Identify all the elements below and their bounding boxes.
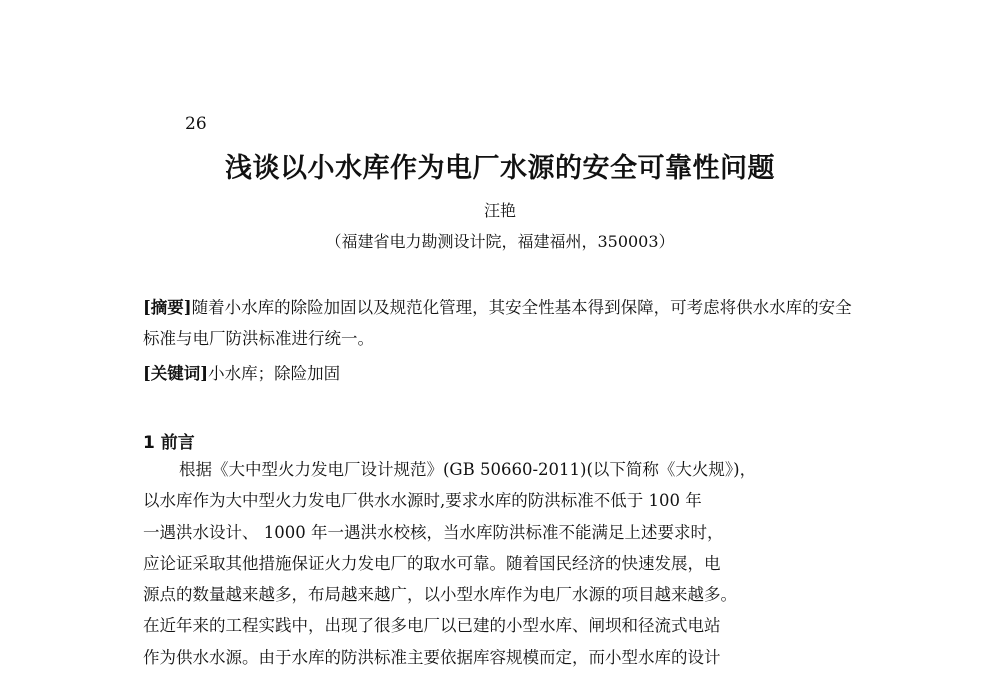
author: 汪艳 — [483, 201, 516, 220]
body-line: 作为供水水源。由于水库的防洪标准主要依据库容规模而定，而小型水库的设计 — [143, 647, 721, 667]
paper-title: 浅谈以小水库作为电厂水源的安全可靠性问题 — [225, 153, 775, 184]
affiliation: （福建省电力勘测设计院，福建福州，350003） — [325, 232, 675, 251]
abstract-text: 随着小水库的除险加固以及规范化管理，其安全性基本得到保障，可考虑将供水水库的安全标准与电厂防洪标准进行统一。 — [143, 298, 852, 348]
keywords-tag: [关键词] — [143, 364, 209, 383]
body-line: 根据《大中型火力发电厂设计规范》(GB 50660-2011)(以下简称《大火规》)， — [179, 460, 757, 479]
body-line: 以水库作为大中型火力发电厂供水水源时,要求水库的防洪标准不低于 100 年 — [143, 491, 702, 511]
section-body — [143, 454, 858, 673]
body-line: 在近年来的工程实践中，出现了很多电厂以已建的小型水库、闸坝和径流式电站 — [143, 616, 721, 636]
keywords-text: 小水库；除险加固 — [208, 364, 341, 383]
abstract-tag: [摘要] — [143, 298, 192, 317]
body-line: 应论证采取其他措施保证火力发电厂的取水可靠。随着国民经济的快速发展，电 — [143, 553, 721, 573]
abstract — [143, 292, 853, 354]
body-line: 源点的数量越来越多，布局越来越广，以小型水库作为电厂水源的项目越来越多。 — [143, 585, 737, 605]
page-number: 26 — [185, 114, 207, 134]
section-heading: 1 前言 — [143, 433, 195, 453]
keywords — [143, 358, 853, 389]
body-line: 一遇洪水设计、 1000 年一遇洪水校核，当水库防洪标准不能满足上述要求时， — [143, 522, 724, 542]
